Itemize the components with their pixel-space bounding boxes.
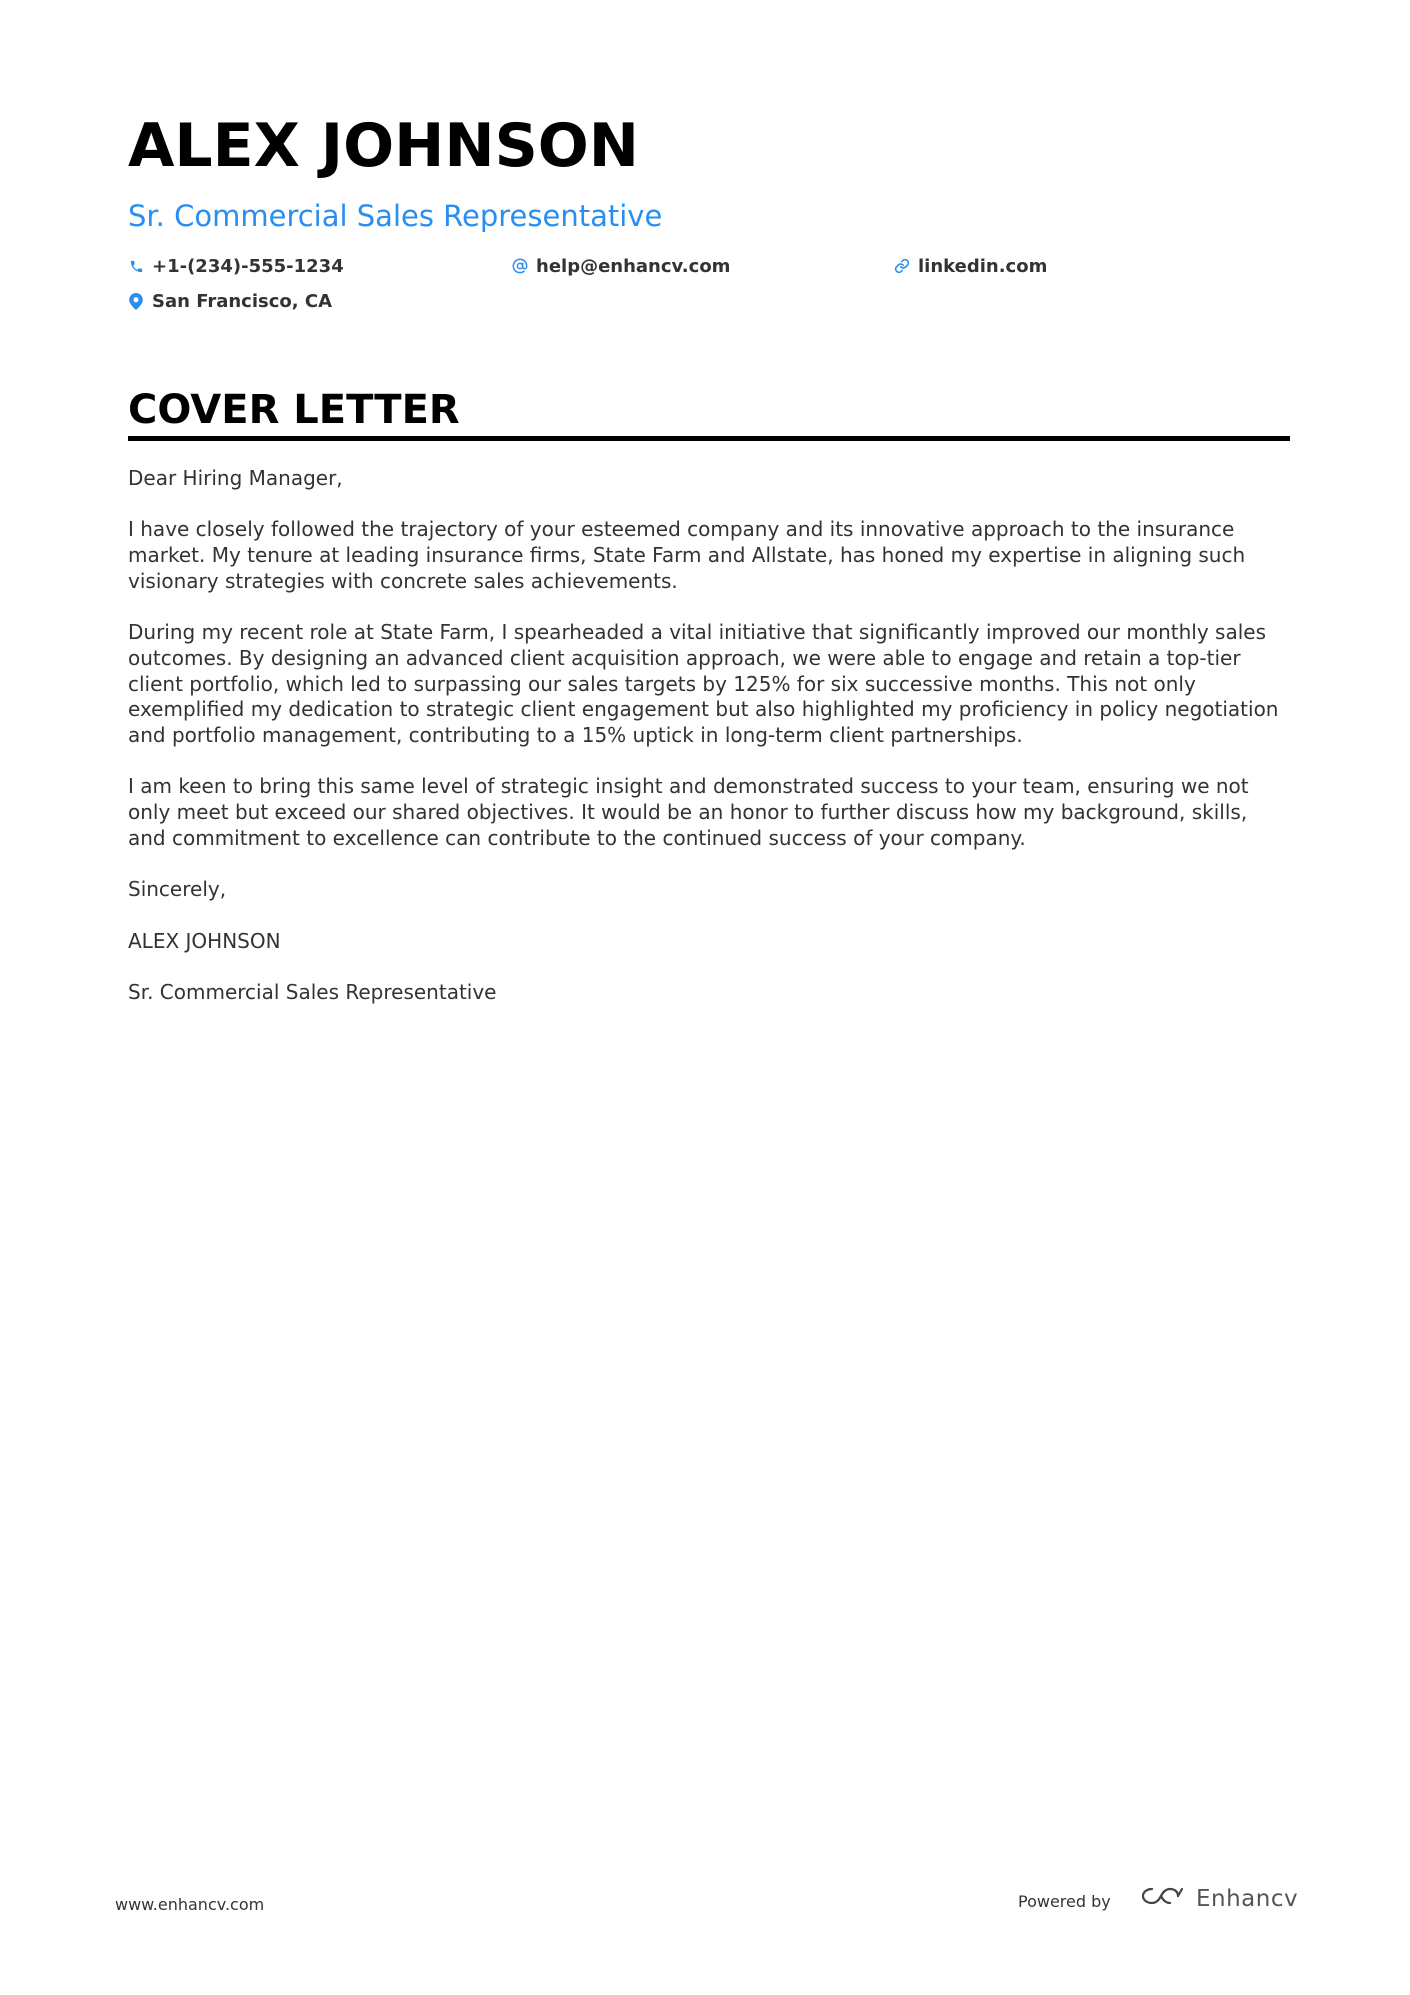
brand-name: Enhancv: [1196, 1885, 1299, 1912]
letter-greeting: Dear Hiring Manager,: [128, 466, 343, 490]
candidate-title: Sr. Commercial Sales Representative: [128, 199, 663, 233]
letter-paragraph: I have closely followed the trajectory of your esteemed company and its innovative approach to the insurance market. My tenure at leading insurance firms, State Farm and Allstate, has honed my expertise in aligning such visionary strategies with concrete sales achievements.: [128, 517, 1246, 593]
map-pin-icon: [128, 293, 144, 309]
letter-closing: Sincerely,: [128, 877, 227, 902]
letter-paragraph: I am keen to bring this same level of strategic insight and demonstrated success to your team, ensuring we not only meet but exceed our shared objectives. It would be an honor to further discuss how my background, skills, and commitment to excellence can contribute to the continued success of your company.: [128, 774, 1249, 850]
location-text: San Francisco, CA: [152, 290, 333, 312]
footer-url[interactable]: www.enhancv.com: [115, 1895, 265, 1914]
section-title: COVER LETTER: [128, 387, 460, 433]
letter-paragraph: During my recent role at State Farm, I spearheaded a vital initiative that significantly improved our monthly sales outcomes. By designing an advanced client acquisition approach, we were able to engage and retain a top-tier client portfolio, which led to surpassing our sales targets by 125% for six successive months. This not only exemplified my dedication to strategic client engagement but also highlighted my proficiency in policy negotiation and portfolio management, contributing to a 15% uptick in long-term client partnerships.: [128, 620, 1279, 747]
contact-phone[interactable]: [128, 254, 344, 278]
section-divider: [128, 436, 1290, 441]
letter-body: [128, 466, 1290, 1031]
contact-linkedin[interactable]: [894, 254, 1047, 278]
powered-by-label: Powered by: [1018, 1892, 1111, 1911]
link-icon: [894, 258, 910, 274]
contact-location: [128, 289, 332, 313]
signature-name: ALEX JOHNSON: [128, 928, 281, 953]
email-text: help@enhancv.com: [536, 255, 731, 277]
enhancv-logo-icon: [1138, 1884, 1184, 1913]
brand-logo[interactable]: [1138, 1884, 1298, 1913]
header: [128, 110, 1290, 324]
phone-icon: [128, 258, 144, 274]
contact-info: [128, 254, 1290, 324]
phone-text: +1-(234)-555-1234: [152, 255, 344, 277]
at-sign-icon: [512, 258, 528, 274]
contact-email[interactable]: [512, 254, 730, 278]
signature-title: Sr. Commercial Sales Representative: [128, 979, 497, 1004]
linkedin-text: linkedin.com: [918, 255, 1048, 277]
candidate-name: ALEX JOHNSON: [128, 111, 639, 181]
